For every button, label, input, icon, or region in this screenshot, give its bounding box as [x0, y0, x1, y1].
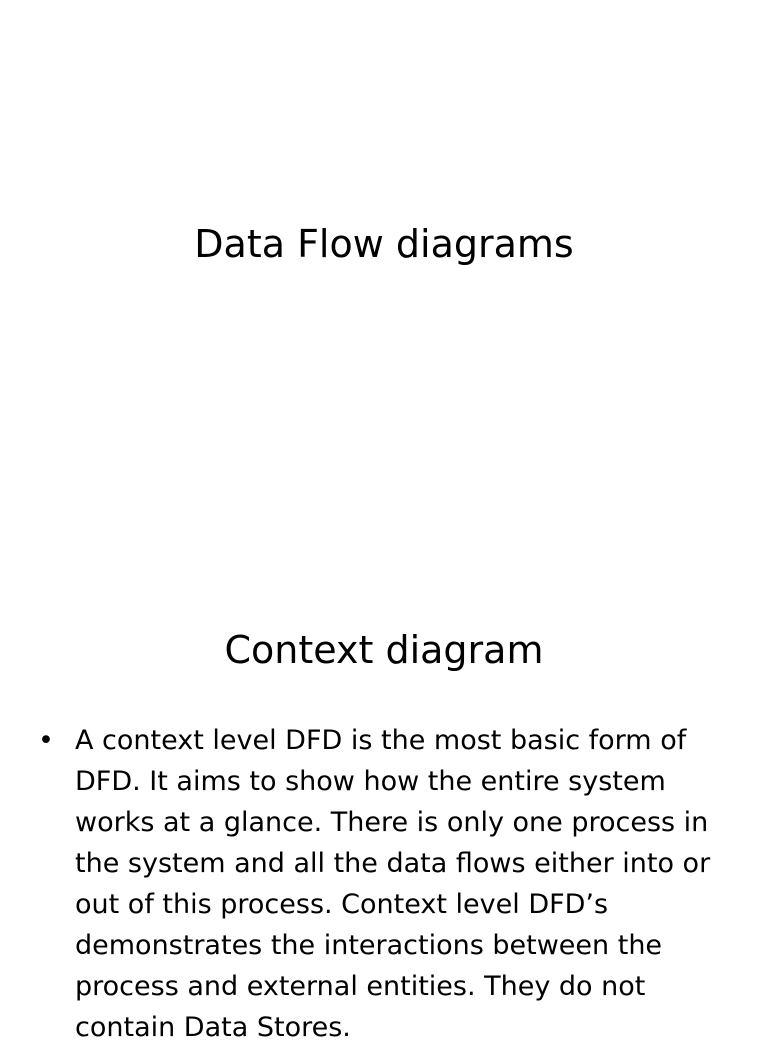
bullet-text: A context level DFD is the most basic form of DFD. It aims to show how the entire system works at a glance. There is only one process in the system and all the data flows either into or out of this process. Context level DFD’s demonstrates the interactions between the process and external entities. They do not contain Data Stores. [75, 725, 711, 1043]
slide-data-flow-diagrams [0, 0, 768, 512]
bullet-list [38, 720, 738, 1048]
bullet-icon: • [38, 725, 54, 756]
slide-title: Context diagram [224, 628, 544, 672]
slide-title: Data Flow diagrams [194, 222, 574, 266]
bullet-item [38, 720, 738, 1048]
slide-context-diagram [0, 512, 768, 1043]
